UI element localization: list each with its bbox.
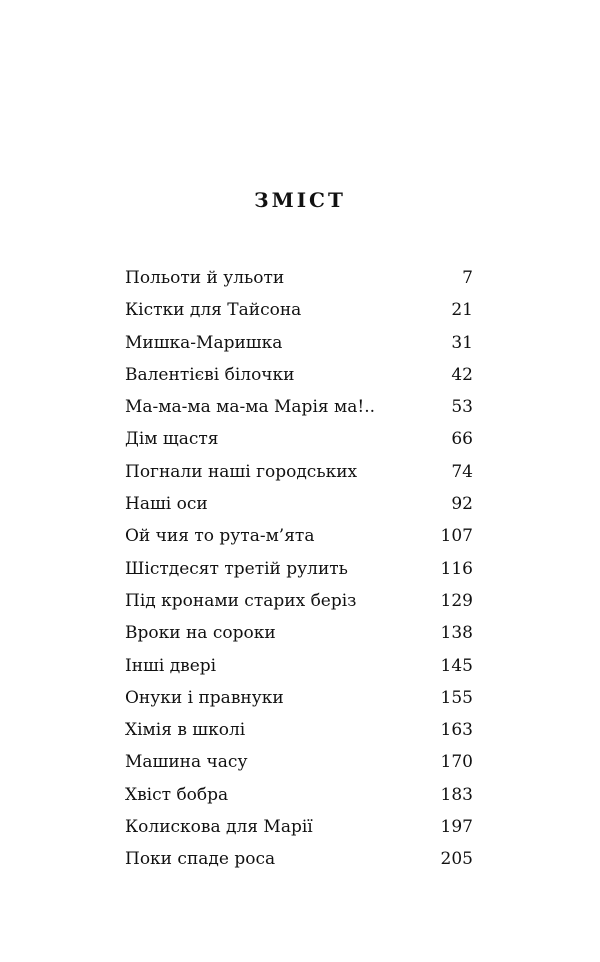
toc-entry-page-number: 183 [440,784,473,805]
toc-entry [125,456,473,488]
toc-entry-page-number: 7 [462,268,473,288]
toc-entry-page-number: 170 [440,752,473,773]
toc-entry [125,811,473,843]
toc-entry-title: Польоти й ульоти [125,268,285,288]
toc-entry-page-number: 138 [440,623,473,644]
toc-entry-page-number: 66 [451,429,473,450]
toc-entry-page-number: 74 [451,461,473,482]
toc-entry [125,714,473,746]
toc-entry-page-number: 145 [440,655,473,676]
toc-entry [125,423,473,455]
toc-heading: ЗМІСТ [254,188,346,212]
toc-entry-page-number: 129 [440,590,473,611]
toc-entry-page-number: 92 [451,494,473,515]
toc-entry-title: Валентієві білочки [125,364,295,385]
toc-entry-title: Мишка-Маришка [125,332,283,353]
toc-entry-page-number: 197 [440,817,473,838]
toc-entry-title: Машина часу [125,752,248,773]
toc-entry [125,488,473,520]
toc-entry-page-number: 205 [440,849,473,870]
toc-entry-page-number: 42 [451,364,473,385]
toc-entry-title: Онуки і правнуки [125,687,284,708]
toc-entry-title: Кістки для Тайсона [125,300,302,321]
toc-entry [125,746,473,778]
toc-entry-title: Хвіст бобра [125,784,229,805]
toc-entry [125,843,473,875]
toc-entry-title: Інші двері [125,655,217,676]
toc-entry-page-number: 53 [451,397,473,418]
toc-entry [125,617,473,649]
toc-entry-page-number: 163 [440,720,473,741]
toc-entry-title: Поки спаде роса [125,849,276,870]
toc-entry [125,294,473,326]
toc-entry [125,391,473,423]
toc-entry [125,779,473,811]
toc-entry-title: Хімія в школі [125,720,246,741]
toc-entry [125,327,473,359]
toc-entry [125,359,473,391]
toc-entry-page-number: 116 [440,558,473,579]
toc-entry-title: Шістдесят третій рулить [125,558,348,579]
toc-entry-page-number: 155 [440,687,473,708]
toc-entry-title: Під кронами старих беріз [125,590,357,611]
toc-entry [125,520,473,552]
toc-entry [125,682,473,714]
toc-entry-page-number: 107 [440,526,473,547]
toc-entry-title: Ой чия то рута-м’ята [125,526,315,547]
toc-entry-title: Вроки на сороки [125,623,276,644]
toc-entry [125,650,473,682]
toc-entry [125,262,473,294]
toc-entry [125,553,473,585]
toc-entry [125,585,473,617]
toc-entry-title: Ма-ма-ма ма-ма Марія ма!.. [125,397,376,418]
table-of-contents [125,262,473,876]
toc-entry-title: Дім щастя [125,429,219,450]
toc-entry-page-number: 31 [451,332,473,353]
toc-entry-title: Погнали наші городських [125,461,358,482]
toc-entry-title: Наші оси [125,494,208,515]
toc-entry-page-number: 21 [451,300,473,321]
toc-entry-title: Колискова для Марії [125,817,313,838]
